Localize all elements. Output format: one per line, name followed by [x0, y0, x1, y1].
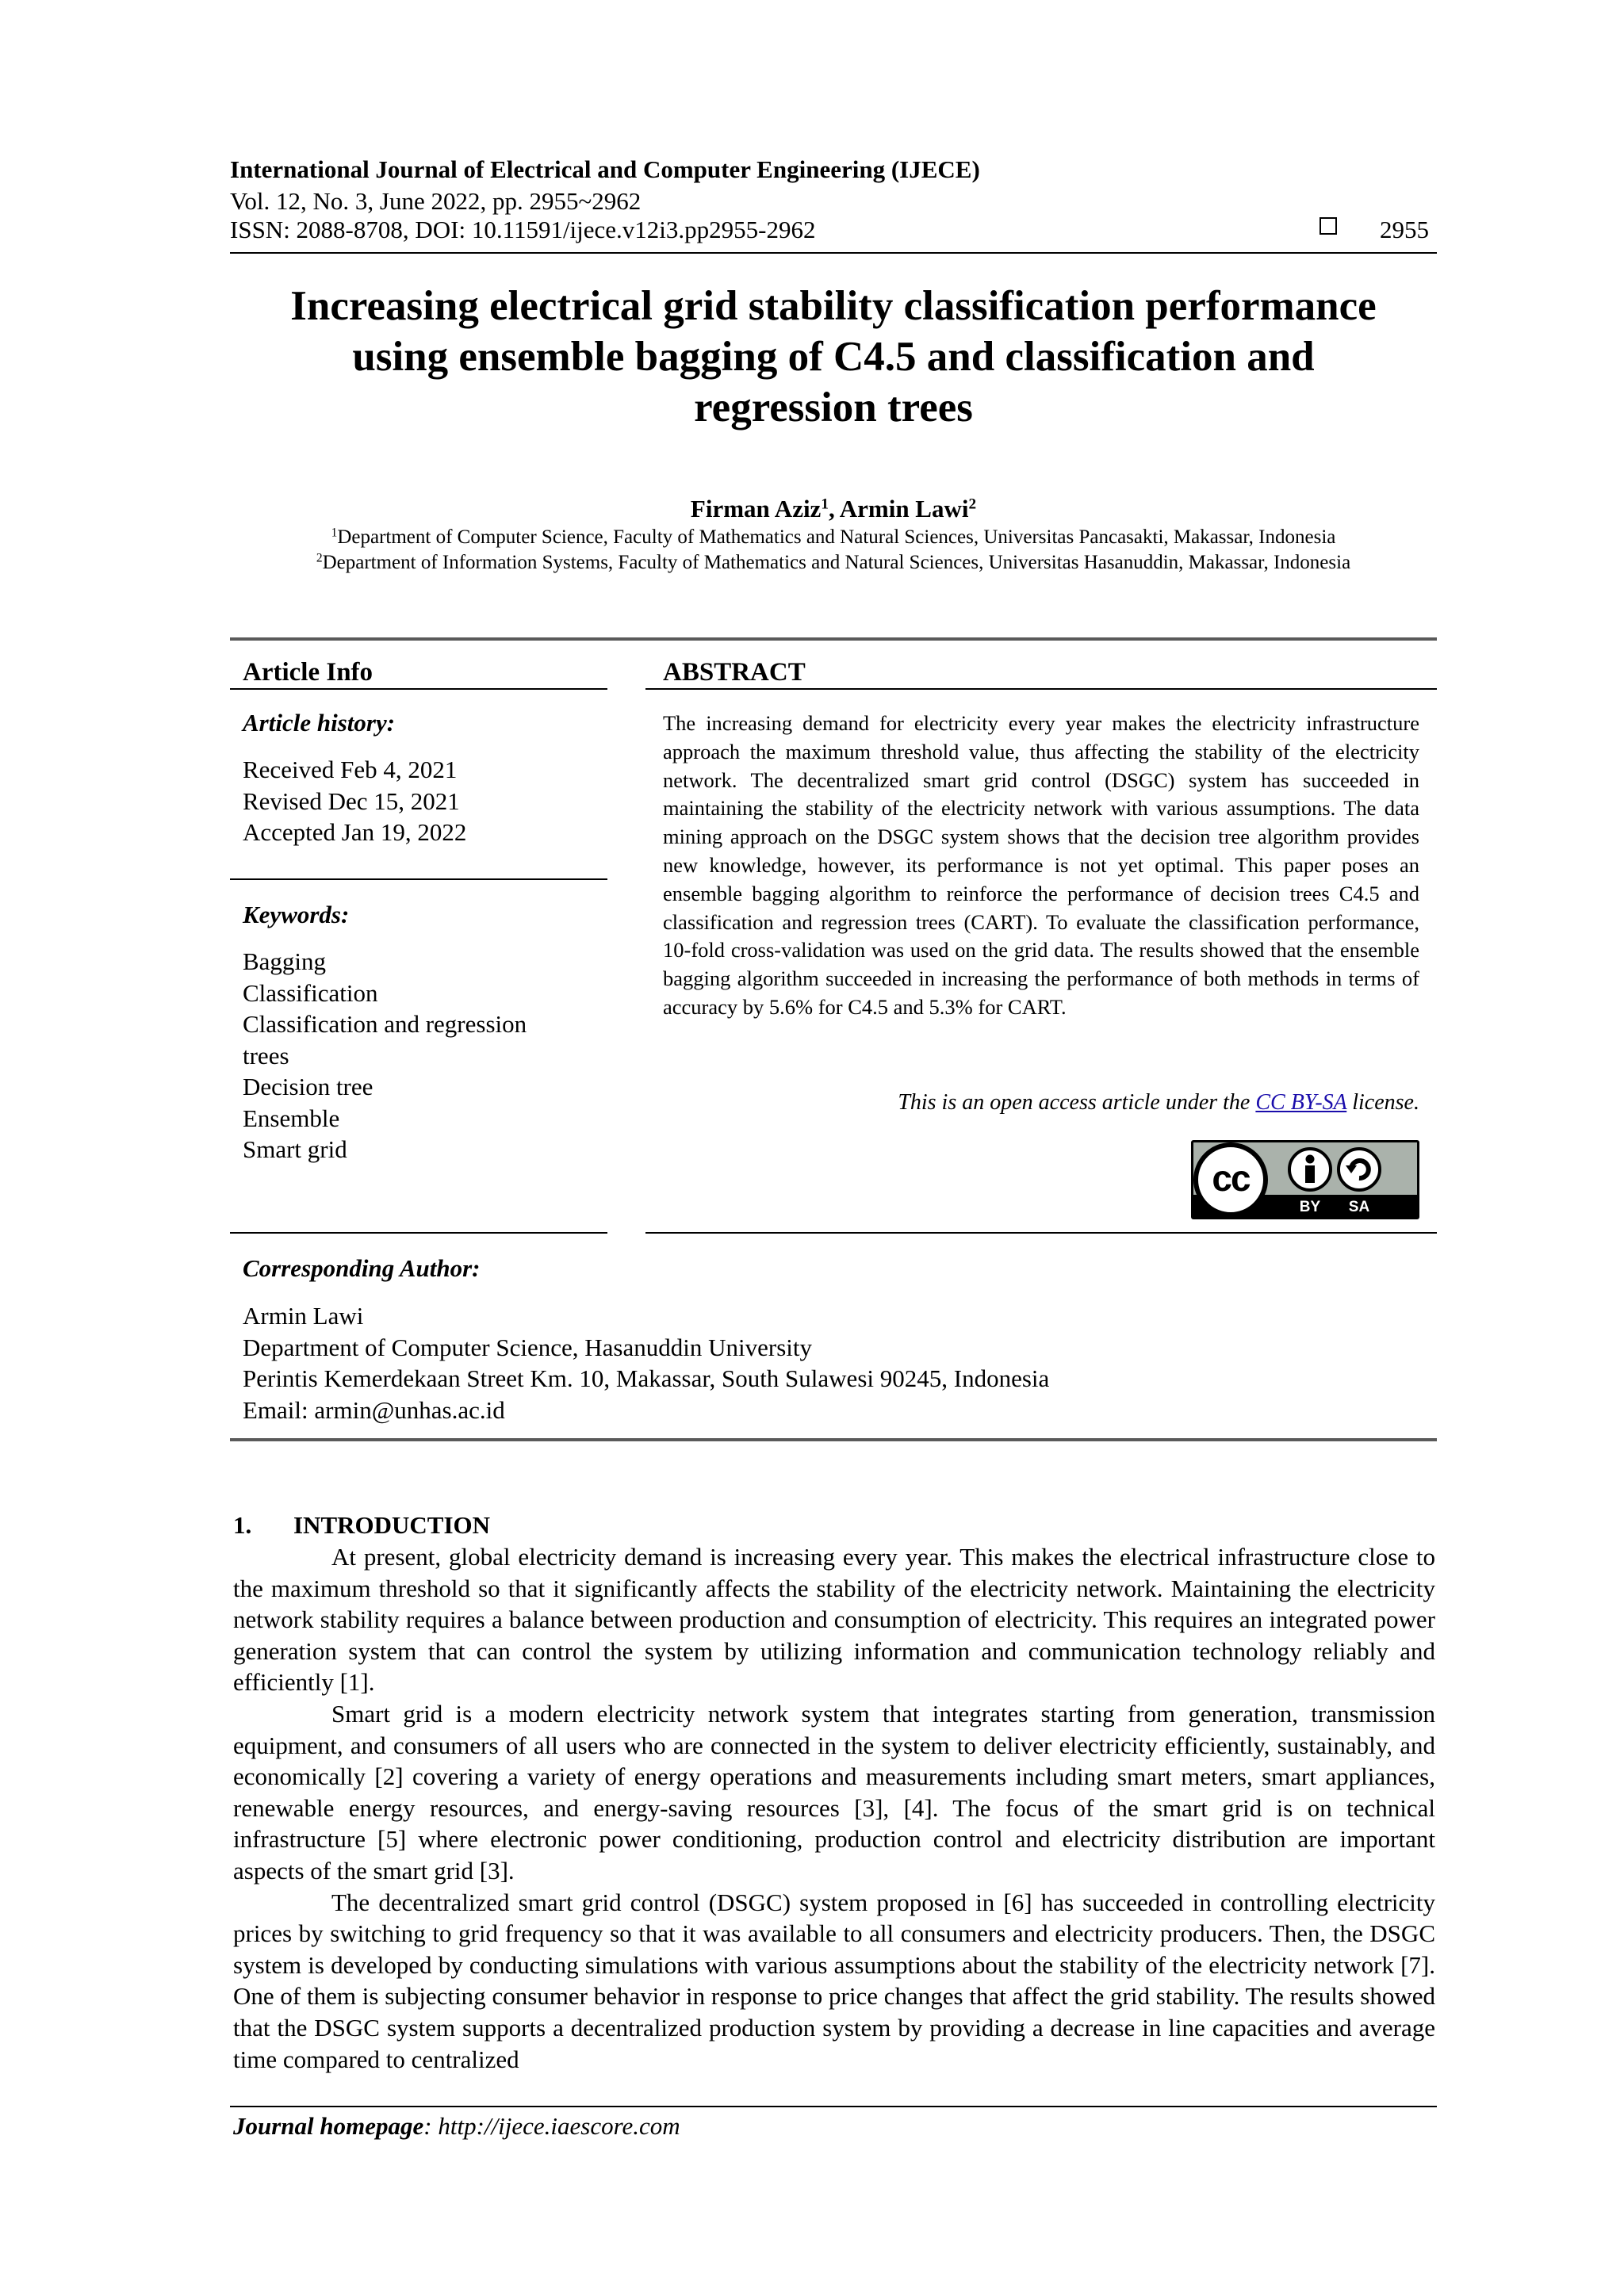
infobox-top-rule: [230, 637, 1437, 641]
license-prefix: This is an open access article under the: [898, 1090, 1256, 1115]
corresponding-heading: Corresponding Author:: [243, 1254, 481, 1282]
received-date: Received Feb 4, 2021: [243, 756, 458, 783]
introduction-body: [233, 1541, 1435, 2075]
header-rule: [230, 252, 1437, 254]
keyword: Decision tree: [243, 1073, 373, 1100]
journal-homepage: [233, 2110, 680, 2142]
corresponding-address: Perintis Kemerdekaan Street Km. 10, Makassar, South Sulawesi 90245, Indonesia: [243, 1364, 1050, 1392]
introduction-heading: [233, 1510, 490, 1541]
author-name: Firman Aziz: [690, 495, 822, 522]
infobox-bottom-rule: [230, 1438, 1437, 1441]
corresponding-block: [243, 1300, 1049, 1425]
abstract-rule: [645, 688, 1437, 690]
license-line: [663, 1089, 1419, 1117]
keyword: Classification and regression: [243, 1010, 527, 1038]
title-line: regression trees: [694, 385, 973, 430]
author-name: Armin Lawi: [839, 495, 969, 522]
article-history: [243, 754, 466, 848]
license-link[interactable]: CC BY-SA: [1255, 1090, 1347, 1115]
title-line: Increasing electrical grid stability classification performance: [290, 283, 1377, 329]
corresponding-email: Email: armin@unhas.ac.id: [243, 1395, 505, 1424]
article-info-heading: Article Info: [243, 658, 373, 687]
keyword: Classification: [243, 978, 378, 1007]
keyword: trees: [243, 1041, 289, 1070]
abstract-heading: ABSTRACT: [663, 658, 806, 687]
footer-rule: [230, 2106, 1437, 2107]
paragraph: The decentralized smart grid control (DSGC) system proposed in [6] has succeeded in controlling electricity prices by switching to grid frequency so that it was available to all consumers and electricity producers. Then, the DSGC system is developed by conducting simulations with various assumptions about the stability of the electricity network [7]. One of them is subjecting consumer behavior in response to price changes that affect the grid stability. The results showed that the DSGC system supports a decentralized production system by providing a decrease in line capacities and average time compared to centralized: [233, 1888, 1435, 2073]
volume-info: Vol. 12, No. 3, June 2022, pp. 2955~2962: [230, 187, 642, 215]
affiliation-sup: 1: [331, 526, 338, 540]
homepage-label: Journal homepage: [233, 2112, 424, 2140]
author-sup: 2: [968, 496, 977, 513]
cc-by-sa-badge[interactable]: [1191, 1140, 1419, 1219]
author-sup: 1: [821, 496, 829, 513]
keyword: Ensemble: [243, 1104, 340, 1132]
sa-label: SA: [1348, 1199, 1370, 1215]
corresponding-name: Armin Lawi: [243, 1302, 364, 1330]
checkbox-square-icon: [1320, 217, 1337, 235]
abstract-bottom-rule: [645, 1232, 1437, 1234]
keyword: Smart grid: [243, 1135, 347, 1163]
author-separator: ,: [828, 495, 840, 522]
affiliation-text: Department of Computer Science, Faculty of Mathematics and Natural Sciences, Universitas Pancasakti, Makassar, Indonesia: [337, 526, 1336, 548]
by-label: BY: [1299, 1199, 1321, 1215]
article-history-heading: Article history:: [243, 709, 396, 737]
license-suffix: license.: [1346, 1090, 1419, 1115]
affiliation-text: Department of Information Systems, Faculty of Mathematics and Natural Sciences, Universitas Hasanuddin, Makassar, Indonesia: [322, 552, 1351, 573]
issn-doi: ISSN: 2088-8708, DOI: 10.11591/ijece.v12i3.pp2955-2962: [230, 216, 816, 243]
keywords-bottom-rule: [230, 1232, 607, 1234]
article-info-rule: [230, 688, 607, 690]
page-number: 2955: [1380, 216, 1429, 243]
cc-label: cc: [1212, 1158, 1250, 1199]
affiliation: [230, 525, 1437, 550]
homepage-url[interactable]: : http://ijece.iaescore.com: [423, 2112, 680, 2140]
keyword-list: [243, 946, 527, 1165]
journal-title: International Journal of Electrical and Computer Engineering (IJECE): [230, 155, 980, 183]
affiliation: [230, 550, 1437, 576]
keyword: Bagging: [243, 947, 327, 975]
paragraph: At present, global electricity demand is increasing every year. This makes the electrical infrastructure close to the maximum threshold so that it significantly affects the stability of the electricity network. Maintaining the electricity network stability requires a balance between production and consumption of electricity. This requires an integrated power generation system that can control the system by utilizing information and communication technology reliably and efficiently [1].: [233, 1543, 1435, 1697]
title-line: using ensemble bagging of C4.5 and classification and: [352, 334, 1315, 380]
corresponding-dept: Department of Computer Science, Hasanuddin University: [243, 1333, 812, 1361]
revised-date: Revised Dec 15, 2021: [243, 786, 460, 815]
accepted-date: Accepted Jan 19, 2022: [243, 818, 467, 846]
abstract-text: The increasing demand for electricity every year makes the electricity infrastructure approach the maximum threshold value, thus affecting the stability of the electricity network. The decentralized smart grid control (DSGC) system has succeeded in maintaining the stability of the electricity network with various assumptions. The data mining approach on the DSGC system shows that the decision tree algorithm provides new knowledge, however, its performance is not yet optimal. This paper poses an ensemble bagging algorithm to reinforce the performance of decision trees C4.5 and classification and regression trees (CART). To evaluate the classification performance, 10-fold cross-validation was used on the grid data. The results showed that the ensemble bagging algorithm succeeded in increasing the performance of both methods in terms of accuracy by 5.6% for C4.5 and 5.3% for CART.: [663, 711, 1419, 1019]
author-list: [230, 493, 1437, 525]
keywords-heading: Keywords:: [243, 901, 350, 928]
section-number: 1.: [233, 1511, 252, 1539]
paragraph: Smart grid is a modern electricity network system that integrates starting from generation, transmission equipment, and consumers of all users who are connected in the system to deliver electricity efficiently, sustainably, and economically [2] covering a variety of energy operations and measurements including smart meters, smart appliances, renewable energy resources, and energy-saving resources [3], [4]. The focus of the smart grid is on technical infrastructure [5] where electronic power conditioning, production control and electricity distribution are important aspects of the smart grid [3].: [233, 1699, 1435, 1885]
history-keywords-rule: [230, 878, 607, 880]
paper-title: [230, 281, 1437, 433]
affiliation-sup: 2: [316, 551, 323, 565]
section-title: INTRODUCTION: [293, 1511, 491, 1539]
